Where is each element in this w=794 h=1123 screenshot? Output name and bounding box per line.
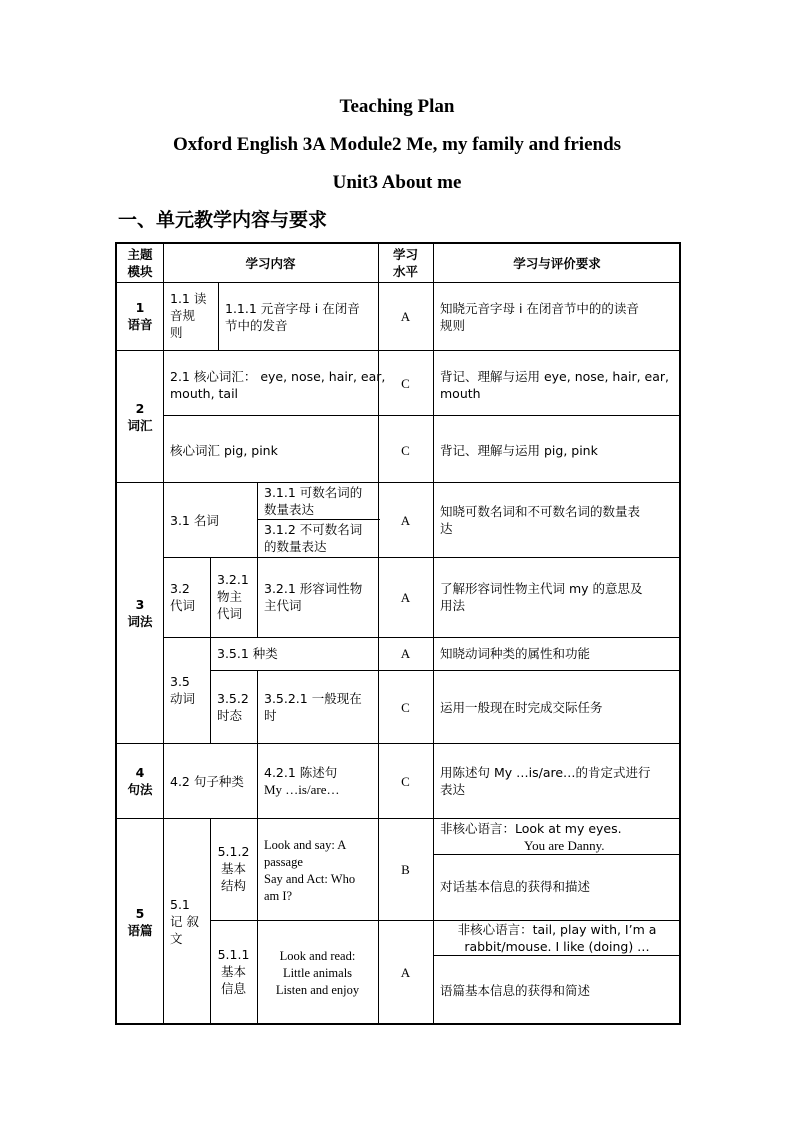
structure-requirement-language: 非核心语言：Look at my eyes. You are Danny. bbox=[440, 821, 622, 853]
info-level: A bbox=[400, 965, 411, 980]
unit-title: Unit3 About me bbox=[332, 172, 462, 193]
module-2-label: 2 词汇 bbox=[127, 401, 153, 433]
row-divider bbox=[433, 854, 681, 855]
info-requirement-language: 非核心语言：tail, play with, I’m a rabbit/mouse. I like (doing) … bbox=[457, 922, 657, 954]
info-sub: 5.1.1 基本 信息 bbox=[217, 947, 250, 996]
module-1-content: 1.1.1 元音字母 i 在闭音 节中的发音 bbox=[225, 301, 360, 333]
tense-level: C bbox=[401, 700, 410, 715]
noun-level: A bbox=[400, 513, 411, 528]
module-4-requirement: 用陈述句 My …is/are…的肯定式进行 表达 bbox=[440, 765, 651, 797]
module-2-level-b: C bbox=[401, 443, 410, 458]
pronoun-content: 3.2.1 形容词性物 主代词 bbox=[264, 581, 363, 613]
verb-sub: 3.5 动词 bbox=[170, 674, 196, 706]
module-1-requirement: 知晓元音字母 i 在闭音节中的的读音 规则 bbox=[440, 301, 639, 333]
row-divider bbox=[117, 282, 681, 283]
header-learning-content: 学习内容 bbox=[245, 256, 296, 271]
module-4-sub: 4.2 句子种类 bbox=[170, 774, 244, 789]
col-divider bbox=[163, 244, 164, 1025]
row-divider bbox=[210, 670, 681, 671]
row-divider bbox=[117, 818, 681, 819]
section-heading: 一、单元教学内容与要求 bbox=[118, 209, 328, 231]
module-4-label: 4 句法 bbox=[127, 765, 153, 797]
structure-content: Look and say: A passage Say and Act: Who am I? bbox=[264, 838, 356, 903]
noun-requirement: 知晓可数名词和不可数名词的数量表 达 bbox=[440, 504, 641, 536]
col-divider bbox=[257, 482, 258, 557]
pronoun-sub: 3.2 代词 bbox=[170, 581, 196, 613]
module-5-label: 5 语篇 bbox=[127, 906, 153, 938]
module-4-level: C bbox=[401, 774, 410, 789]
module-2-requirement-b: 背记、理解与运用 pig, pink bbox=[440, 443, 598, 458]
verb-kind: 3.5.1 种类 bbox=[217, 646, 278, 661]
document-title: Teaching Plan bbox=[339, 96, 455, 117]
noun-sub: 3.1 名词 bbox=[170, 513, 219, 528]
info-requirement: 语篇基本信息的获得和简述 bbox=[440, 983, 591, 998]
col-divider bbox=[257, 557, 258, 637]
teaching-plan-table bbox=[115, 242, 681, 1025]
col-divider bbox=[210, 557, 211, 743]
info-content: Look and read: Little animals Listen and enjoy bbox=[275, 949, 360, 997]
header-learning-level: 学习 水平 bbox=[392, 247, 418, 279]
module-1-label: 1 语音 bbox=[127, 300, 153, 332]
row-divider bbox=[163, 415, 681, 416]
row-divider bbox=[117, 743, 681, 744]
module-2-requirement-a: 背记、理解与运用 eye, nose, hair, ear, mouth bbox=[440, 369, 670, 401]
module-2-level-a: C bbox=[401, 376, 410, 391]
module-1-level: A bbox=[400, 309, 411, 324]
row-divider bbox=[163, 637, 681, 638]
pronoun-requirement: 了解形容词性物主代词 my 的意思及 用法 bbox=[440, 581, 643, 613]
noun-content-b: 3.1.2 不可数名词 的数量表达 bbox=[264, 522, 363, 554]
col-divider bbox=[218, 282, 219, 350]
structure-sub: 5.1.2 基本 结构 bbox=[217, 844, 250, 893]
verb-kind-requirement: 知晓动词种类的属性和功能 bbox=[440, 646, 591, 661]
structure-requirement: 对话基本信息的获得和描述 bbox=[440, 879, 591, 894]
module-2-content-a: 2.1 核心词汇： eye, nose, hair, ear, mouth, tail bbox=[170, 369, 386, 401]
row-divider bbox=[433, 955, 681, 956]
verb-kind-level: A bbox=[400, 646, 411, 661]
narrative-sub: 5.1 记 叙 文 bbox=[170, 897, 199, 946]
tense-sub: 3.5.2 时态 bbox=[217, 691, 249, 723]
document-subtitle: Oxford English 3A Module2 Me, my family and friends bbox=[172, 134, 622, 155]
tense-requirement: 运用一般现在时完成交际任务 bbox=[440, 700, 603, 715]
module-3-label: 3 词法 bbox=[127, 597, 153, 629]
pronoun-level: A bbox=[400, 590, 411, 605]
tense-content: 3.5.2.1 一般现在 时 bbox=[264, 691, 362, 723]
row-divider bbox=[117, 350, 681, 351]
structure-level: B bbox=[401, 862, 410, 877]
header-evaluation-requirements: 学习与评价要求 bbox=[513, 256, 601, 271]
col-divider bbox=[257, 743, 258, 818]
col-divider bbox=[257, 670, 258, 743]
module-2-content-b: 核心词汇 pig, pink bbox=[170, 443, 278, 458]
row-divider bbox=[117, 482, 681, 483]
module-4-content: 4.2.1 陈述句 My …is/are… bbox=[264, 765, 340, 797]
row-divider bbox=[257, 519, 380, 520]
noun-content-a: 3.1.1 可数名词的 数量表达 bbox=[264, 485, 363, 517]
header-topic-module: 主题 模块 bbox=[127, 247, 153, 279]
module-1-sub: 1.1 读 音规 则 bbox=[170, 291, 207, 340]
col-divider bbox=[378, 244, 379, 1025]
pronoun-subsub: 3.2.1 物主 代词 bbox=[217, 572, 249, 621]
row-divider bbox=[163, 557, 681, 558]
col-divider bbox=[433, 244, 434, 1025]
